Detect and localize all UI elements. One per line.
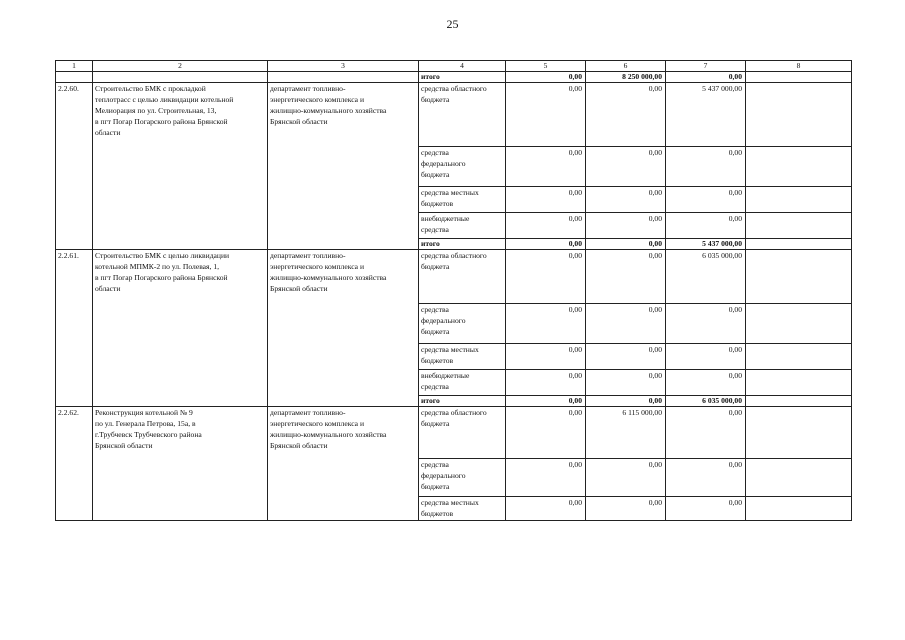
funding-source: средства областного бюджета bbox=[419, 250, 506, 304]
value-col6: 0,00 bbox=[586, 213, 666, 239]
empty-cell bbox=[746, 147, 852, 187]
total-col6: 8 250 000,00 bbox=[586, 72, 666, 83]
funding-source: средства местных бюджетов bbox=[419, 344, 506, 370]
value-col6: 0,00 bbox=[586, 459, 666, 497]
empty-cell bbox=[746, 213, 852, 239]
entry-id: 2.2.61. bbox=[56, 250, 93, 407]
header-cell: 4 bbox=[419, 61, 506, 72]
entry-row bbox=[56, 250, 852, 304]
page-number: 25 bbox=[446, 17, 459, 31]
entry-description: Строительство БМК с прокладкой теплотрасс с целью ликвидации котельной Мелиорация по ул. Строительная, 13, в пгт Погар Погарского района Брянской области bbox=[93, 83, 268, 250]
value-col7: 0,00 bbox=[666, 187, 746, 213]
value-col5: 0,00 bbox=[506, 304, 586, 344]
empty-cell bbox=[93, 72, 268, 83]
header-cell: 6 bbox=[586, 61, 666, 72]
entry-department: департамент топливно- энергетического комплекса и жилищно-коммунального хозяйства Брянской области bbox=[268, 407, 419, 521]
empty-cell bbox=[746, 370, 852, 396]
entry-id: 2.2.60. bbox=[56, 83, 93, 250]
value-col5: 0,00 bbox=[506, 187, 586, 213]
entry-department: департамент топливно- энергетического комплекса и жилищно-коммунального хозяйства Брянской области bbox=[268, 250, 419, 407]
value-col6: 0,00 bbox=[586, 344, 666, 370]
value-col7: 0,00 bbox=[666, 370, 746, 396]
entry-description: Строительство БМК с целью ликвидации котельной МПМК-2 по ул. Полевая, 1, в пгт Погар Погарского района Брянской области bbox=[93, 250, 268, 407]
value-col5: 0,00 bbox=[506, 497, 586, 521]
value-col7: 6 035 000,00 bbox=[666, 250, 746, 304]
value-col6: 0,00 bbox=[586, 304, 666, 344]
header-cell: 3 bbox=[268, 61, 419, 72]
value-col5: 0,00 bbox=[506, 250, 586, 304]
total-col5: 0,00 bbox=[506, 72, 586, 83]
entry-row bbox=[56, 407, 852, 459]
funding-source: средства федерального бюджета bbox=[419, 147, 506, 187]
funding-source: средства местных бюджетов bbox=[419, 187, 506, 213]
empty-cell bbox=[746, 407, 852, 459]
value-col5: 0,00 bbox=[506, 396, 586, 407]
header-row bbox=[56, 61, 852, 72]
entry-description: Реконструкция котельной № 9 по ул. Генерала Петрова, 15а, в г.Трубчевск Трубчевского района Брянской области bbox=[93, 407, 268, 521]
value-col7: 6 035 000,00 bbox=[666, 396, 746, 407]
value-col5: 0,00 bbox=[506, 147, 586, 187]
value-col7: 0,00 bbox=[666, 407, 746, 459]
empty-cell bbox=[746, 304, 852, 344]
header-cell: 8 bbox=[746, 61, 852, 72]
entry-row bbox=[56, 83, 852, 147]
empty-cell bbox=[746, 497, 852, 521]
empty-cell bbox=[746, 83, 852, 147]
header-cell: 2 bbox=[93, 61, 268, 72]
value-col6: 0,00 bbox=[586, 396, 666, 407]
entry-id: 2.2.62. bbox=[56, 407, 93, 521]
empty-cell bbox=[746, 459, 852, 497]
value-col6: 6 115 000,00 bbox=[586, 407, 666, 459]
value-col7: 5 437 000,00 bbox=[666, 239, 746, 250]
funding-source: средства областного бюджета bbox=[419, 83, 506, 147]
empty-cell bbox=[56, 72, 93, 83]
entry-department: департамент топливно- энергетического комплекса и жилищно-коммунального хозяйства Брянской области bbox=[268, 83, 419, 250]
funding-source: средства местных бюджетов bbox=[419, 497, 506, 521]
value-col7: 0,00 bbox=[666, 344, 746, 370]
empty-cell bbox=[746, 187, 852, 213]
value-col7: 0,00 bbox=[666, 459, 746, 497]
value-col5: 0,00 bbox=[506, 344, 586, 370]
funding-source: средства областного бюджета bbox=[419, 407, 506, 459]
empty-cell bbox=[268, 72, 419, 83]
value-col7: 0,00 bbox=[666, 304, 746, 344]
empty-cell bbox=[746, 250, 852, 304]
header-cell: 5 bbox=[506, 61, 586, 72]
empty-cell bbox=[746, 239, 852, 250]
value-col6: 0,00 bbox=[586, 370, 666, 396]
value-col7: 0,00 bbox=[666, 213, 746, 239]
funding-source: средства федерального бюджета bbox=[419, 304, 506, 344]
value-col5: 0,00 bbox=[506, 407, 586, 459]
total-label: итого bbox=[419, 396, 506, 407]
value-col5: 0,00 bbox=[506, 370, 586, 396]
value-col5: 0,00 bbox=[506, 239, 586, 250]
funding-source: внебюджетные средства bbox=[419, 213, 506, 239]
funding-source: средства федерального бюджета bbox=[419, 459, 506, 497]
value-col7: 0,00 bbox=[666, 147, 746, 187]
value-col6: 0,00 bbox=[586, 147, 666, 187]
value-col6: 0,00 bbox=[586, 83, 666, 147]
empty-cell bbox=[746, 72, 852, 83]
total-col7: 0,00 bbox=[666, 72, 746, 83]
empty-cell bbox=[746, 344, 852, 370]
header-cell: 7 bbox=[666, 61, 746, 72]
funding-source: внебюджетные средства bbox=[419, 370, 506, 396]
value-col7: 0,00 bbox=[666, 497, 746, 521]
total-label: итого bbox=[419, 72, 506, 83]
total-label: итого bbox=[419, 239, 506, 250]
value-col5: 0,00 bbox=[506, 459, 586, 497]
value-col5: 0,00 bbox=[506, 213, 586, 239]
value-col5: 0,00 bbox=[506, 83, 586, 147]
budget-table bbox=[55, 60, 852, 521]
header-cell: 1 bbox=[56, 61, 93, 72]
value-col6: 0,00 bbox=[586, 497, 666, 521]
value-col7: 5 437 000,00 bbox=[666, 83, 746, 147]
value-col6: 0,00 bbox=[586, 239, 666, 250]
empty-cell bbox=[746, 396, 852, 407]
value-col6: 0,00 bbox=[586, 187, 666, 213]
leading-total-row bbox=[56, 72, 852, 83]
value-col6: 0,00 bbox=[586, 250, 666, 304]
